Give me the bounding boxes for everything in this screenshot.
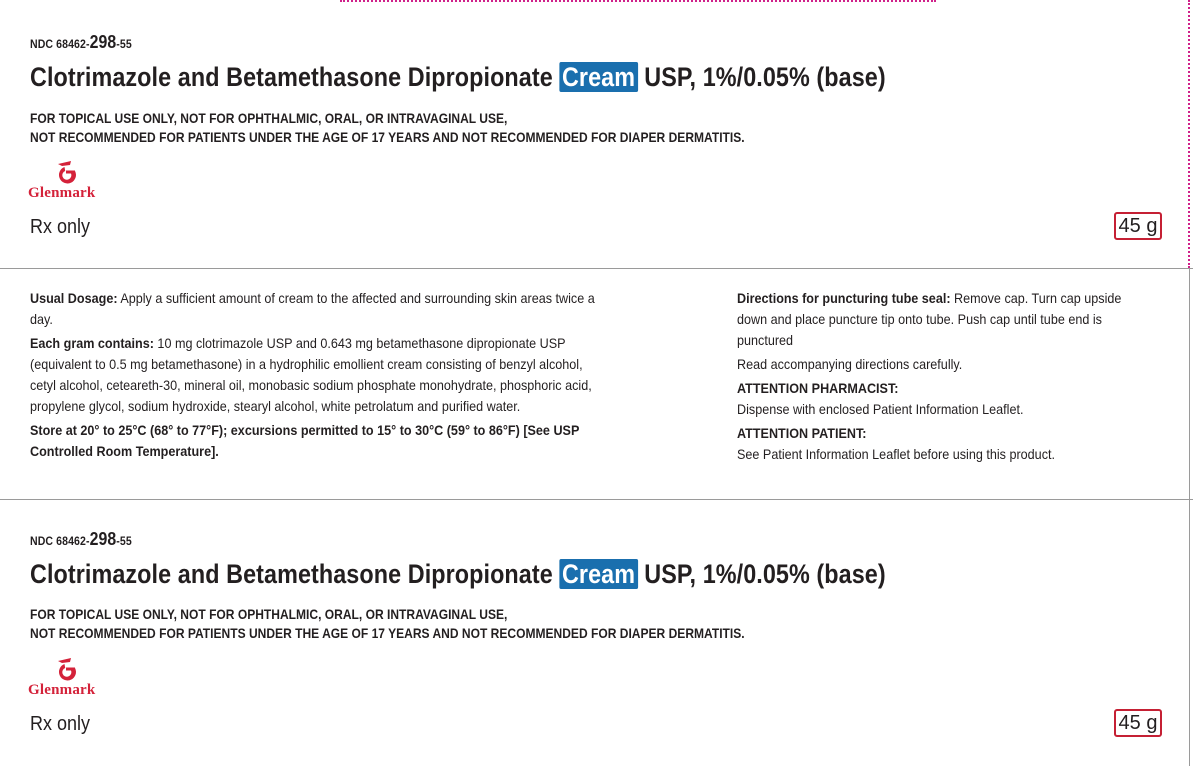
attention-pharmacist-label: ATTENTION PHARMACIST:: [737, 380, 899, 396]
puncture-directions: [737, 288, 1151, 351]
directions-column: [737, 288, 1151, 468]
glenmark-logo: [28, 160, 112, 204]
middle-panel: [0, 268, 1193, 499]
product-title: [30, 62, 886, 93]
warning-line-1: FOR TOPICAL USE ONLY, NOT FOR OPHTHALMIC, ORAL, OR INTRAVAGINAL USE,: [30, 606, 508, 622]
glenmark-g-logo-icon: [52, 160, 84, 184]
ndc-code: [30, 32, 132, 53]
logo-wordmark: Glenmark: [28, 682, 96, 698]
each-gram-text: 10 mg clotrimazole USP and 0.643 mg betamethasone dipropionate USP (equivalent to 0.5 mg betamethasone) in a hydrophilic emollient cream consisting of benzyl alcohol, cetyl alcohol, ceteareth-30, mineral oil, monobasic sodium phosphate monohydrate, phosphoric acid, propylene glycol, sodium hydroxide, stearyl alcohol, white petrolatum and purified water.: [30, 335, 592, 414]
attention-patient-label: ATTENTION PATIENT:: [737, 425, 867, 441]
glenmark-g-logo-icon: [52, 657, 84, 681]
glenmark-logo: [28, 657, 112, 701]
ndc-product: 298: [89, 529, 117, 549]
ndc-package: -55: [116, 534, 132, 548]
directions-label: Directions for puncturing tube seal:: [737, 290, 951, 306]
top-panel: [0, 0, 1193, 268]
net-weight-badge: 45 g: [1114, 709, 1162, 737]
usual-dosage-text: Apply a sufficient amount of cream to the affected and surrounding skin areas twice a day.: [30, 290, 595, 327]
product-title: [30, 559, 886, 590]
directions-text: Remove cap. Turn cap upside down and place puncture tip onto tube. Push cap until tube end is punctured: [737, 290, 1122, 348]
ndc-product: 298: [89, 32, 117, 52]
warning-text: [30, 109, 745, 147]
usual-dosage-label: Usual Dosage:: [30, 290, 118, 306]
net-weight-badge: 45 g: [1114, 212, 1162, 240]
read-directions: Read accompanying directions carefully.: [737, 356, 963, 372]
logo-wordmark: Glenmark: [28, 185, 96, 201]
ndc-package: -55: [116, 37, 132, 51]
warning-line-2: NOT RECOMMENDED FOR PATIENTS UNDER THE AGE OF 17 YEARS AND NOT RECOMMENDED FOR DIAPER DERMATITIS.: [30, 129, 745, 145]
each-gram-label: Each gram contains:: [30, 335, 154, 351]
attention-patient-text: See Patient Information Leaflet before using this product.: [737, 446, 1056, 462]
ndc-prefix: NDC 68462-: [30, 534, 90, 548]
title-name: Clotrimazole and Betamethasone Dipropionate: [30, 62, 560, 92]
ndc-prefix: NDC 68462-: [30, 37, 90, 51]
usual-dosage: [30, 288, 606, 330]
cream-badge: Cream: [559, 559, 637, 589]
dosage-column: [30, 288, 606, 465]
ndc-code: [30, 529, 132, 550]
bottom-panel: [0, 499, 1193, 766]
title-name: Clotrimazole and Betamethasone Dipropionate: [30, 559, 560, 589]
cream-badge: Cream: [559, 62, 637, 92]
title-strength: USP, 1%/0.05% (base): [637, 62, 886, 92]
rx-only: Rx only: [30, 713, 91, 735]
warning-text: [30, 605, 745, 643]
title-strength: USP, 1%/0.05% (base): [637, 559, 886, 589]
each-gram-contains: [30, 333, 606, 417]
attention-pharmacist-text: Dispense with enclosed Patient Information Leaflet.: [737, 401, 1024, 417]
warning-line-2: NOT RECOMMENDED FOR PATIENTS UNDER THE AGE OF 17 YEARS AND NOT RECOMMENDED FOR DIAPER DERMATITIS.: [30, 625, 745, 641]
rx-only: Rx only: [30, 216, 91, 238]
storage-text: Store at 20° to 25°C (68° to 77°F); excursions permitted to 15° to 30°C (59° to 86°F) [See USP Controlled Room Temperature].: [30, 422, 580, 459]
warning-line-1: FOR TOPICAL USE ONLY, NOT FOR OPHTHALMIC, ORAL, OR INTRAVAGINAL USE,: [30, 110, 508, 126]
